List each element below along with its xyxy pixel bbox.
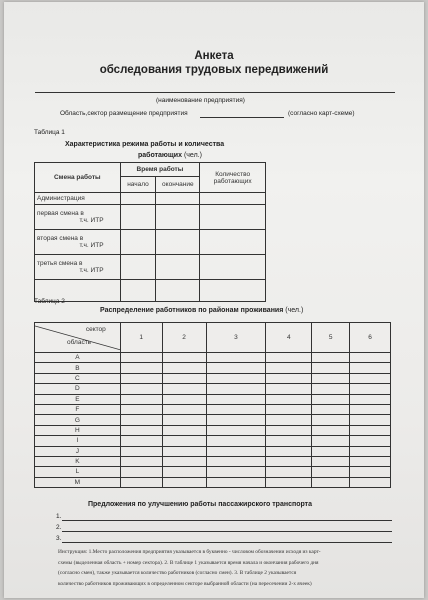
end-cell[interactable] (156, 205, 200, 230)
proposal-line-3[interactable] (62, 542, 392, 543)
count-cell[interactable] (162, 373, 206, 383)
count-cell[interactable] (206, 384, 266, 394)
instruction-line: Инструкция: 1.Место расположения предприятия указывается в буквенно - числовом обозначении исходя из карт- (58, 549, 321, 555)
count-cell[interactable] (200, 230, 266, 255)
count-cell[interactable] (120, 353, 162, 363)
count-cell[interactable] (206, 456, 266, 466)
table1-title-bold: работающих (138, 152, 182, 159)
col-count-header: Количество работающих (200, 163, 266, 193)
table2-row (35, 446, 391, 456)
region-row-label: F (35, 404, 121, 414)
count-cell[interactable] (266, 394, 312, 404)
proposals-title: Предложения по улучшению работы пассажирского транспорта (88, 501, 312, 508)
table1-work-schedule (34, 162, 266, 302)
count-cell[interactable] (206, 353, 266, 363)
count-cell[interactable] (162, 446, 206, 456)
table1-row (35, 205, 266, 230)
count-cell[interactable] (200, 193, 266, 205)
sector-header: 2 (162, 323, 206, 353)
count-cell[interactable] (162, 404, 206, 414)
region-row-label: C (35, 373, 121, 383)
region-row-label: B (35, 363, 121, 373)
count-cell[interactable] (350, 404, 391, 414)
col-end-header: окончание (156, 177, 200, 193)
start-cell[interactable] (120, 205, 156, 230)
count-cell[interactable] (312, 384, 350, 394)
table2-row (35, 353, 391, 363)
row-label: первая смена в т.ч. ИТР (35, 205, 121, 230)
count-cell[interactable] (206, 425, 266, 435)
region-input-line[interactable] (200, 117, 284, 118)
count-cell[interactable] (312, 446, 350, 456)
count-cell[interactable] (120, 436, 162, 446)
count-cell[interactable] (120, 394, 162, 404)
sector-header: 1 (120, 323, 162, 353)
count-cell[interactable] (350, 394, 391, 404)
enterprise-caption: (наименование предприятия) (156, 97, 245, 104)
table2-row (35, 456, 391, 466)
start-cell[interactable] (120, 255, 156, 280)
count-cell[interactable] (266, 404, 312, 414)
table2-title (100, 307, 303, 314)
count-cell[interactable] (350, 363, 391, 373)
region-row-label: I (35, 436, 121, 446)
start-cell[interactable] (120, 280, 156, 302)
count-cell[interactable] (266, 373, 312, 383)
region-row-label: J (35, 446, 121, 456)
count-cell[interactable] (312, 363, 350, 373)
col-time-header: Время работы (120, 163, 200, 177)
count-cell[interactable] (200, 255, 266, 280)
count-cell[interactable] (266, 415, 312, 425)
table1-title-line2 (138, 152, 202, 159)
table2-row (35, 477, 391, 487)
form-subtitle: обследования трудовых передвижений (99, 64, 329, 76)
count-cell[interactable] (350, 384, 391, 394)
count-cell[interactable] (266, 384, 312, 394)
count-cell[interactable] (162, 467, 206, 477)
count-cell[interactable] (120, 404, 162, 414)
corner-region-label: область (67, 339, 92, 346)
table2-title-note: (чел.) (283, 307, 304, 314)
count-cell[interactable] (350, 436, 391, 446)
region-row-label: K (35, 456, 121, 466)
table1-title-line1: Характеристика режима работы и количества (65, 141, 225, 148)
count-cell[interactable] (312, 353, 350, 363)
region-row-label: H (35, 425, 121, 435)
count-cell[interactable] (206, 394, 266, 404)
form-title: Анкета (194, 50, 234, 62)
table2-row (35, 404, 391, 414)
col-start-header: начало (120, 177, 156, 193)
count-cell[interactable] (266, 477, 312, 487)
count-cell[interactable] (312, 425, 350, 435)
count-cell[interactable] (162, 363, 206, 373)
count-cell[interactable] (206, 446, 266, 456)
table1-row (35, 230, 266, 255)
proposal-number: 1. (56, 513, 62, 520)
count-cell[interactable] (162, 425, 206, 435)
count-cell[interactable] (200, 205, 266, 230)
row-label: вторая смена в т.ч. ИТР (35, 230, 121, 255)
region-row-label: M (35, 477, 121, 487)
count-cell[interactable] (206, 363, 266, 373)
count-cell[interactable] (312, 404, 350, 414)
count-cell[interactable] (312, 436, 350, 446)
proposal-line-2[interactable] (62, 531, 392, 532)
region-row-label: A (35, 353, 121, 363)
count-cell[interactable] (312, 394, 350, 404)
count-cell[interactable] (350, 373, 391, 383)
count-cell[interactable] (120, 477, 162, 487)
count-cell[interactable] (162, 436, 206, 446)
count-cell[interactable] (206, 436, 266, 446)
count-cell[interactable] (266, 467, 312, 477)
table2-row (35, 415, 391, 425)
region-row-label: L (35, 467, 121, 477)
count-cell[interactable] (266, 425, 312, 435)
count-cell[interactable] (206, 415, 266, 425)
count-cell[interactable] (200, 280, 266, 302)
count-cell[interactable] (312, 373, 350, 383)
count-cell[interactable] (206, 467, 266, 477)
row-label: третья смена в т.ч. ИТР (35, 255, 121, 280)
table2-title-bold: Распределение работников по районам проживания (100, 307, 284, 314)
count-cell[interactable] (120, 384, 162, 394)
count-cell[interactable] (120, 425, 162, 435)
count-cell[interactable] (206, 477, 266, 487)
start-cell[interactable] (120, 230, 156, 255)
count-cell[interactable] (120, 363, 162, 373)
table1-title-note: (чел.) (182, 152, 202, 159)
instruction-line: (согласно смен), также указывается количество работников (согласно смен). 3. В таблице 2 указывается (58, 570, 297, 576)
count-cell[interactable] (266, 446, 312, 456)
count-cell[interactable] (312, 467, 350, 477)
proposal-number: 3. (56, 535, 62, 542)
table2-row (35, 373, 391, 383)
region-label: Область,сектор размещение предприятия (60, 110, 188, 117)
instruction-line: схемы (выделенная область + номер сектора). 2. В таблице 1 указывается время начала и окончания рабочего дня (58, 559, 319, 566)
table1-row (35, 255, 266, 280)
count-cell[interactable] (350, 467, 391, 477)
corner-header-cell (35, 323, 121, 353)
region-row-label: E (35, 394, 121, 404)
count-cell[interactable] (312, 477, 350, 487)
table2-row (35, 425, 391, 435)
count-cell[interactable] (350, 446, 391, 456)
table2-row (35, 394, 391, 404)
corner-sector-label: сектор (85, 326, 106, 333)
count-cell[interactable] (120, 467, 162, 477)
count-cell[interactable] (350, 477, 391, 487)
table1-row (35, 280, 266, 302)
instruction-line: количество работников проживающих в определенном секторе выбранной области (на пересечении 2-х ячеек) (58, 580, 312, 587)
count-cell[interactable] (312, 415, 350, 425)
count-cell[interactable] (266, 456, 312, 466)
count-cell[interactable] (350, 425, 391, 435)
instruction-text (58, 547, 366, 589)
start-cell[interactable] (120, 193, 156, 205)
col-shift-header: Смена работы (35, 163, 121, 193)
count-cell[interactable] (162, 353, 206, 363)
count-cell[interactable] (120, 456, 162, 466)
count-cell[interactable] (162, 456, 206, 466)
table2-row (35, 436, 391, 446)
count-cell[interactable] (162, 394, 206, 404)
table2-distribution (34, 322, 391, 488)
end-cell[interactable] (156, 255, 200, 280)
row-label: Администрация (35, 193, 121, 205)
sector-header: 6 (350, 323, 391, 353)
end-cell[interactable] (156, 280, 200, 302)
sector-header: 4 (266, 323, 312, 353)
count-cell[interactable] (266, 363, 312, 373)
diagonal-line (35, 323, 121, 353)
count-cell[interactable] (120, 373, 162, 383)
region-note: (согласно карт-схеме) (288, 110, 355, 117)
count-cell[interactable] (266, 436, 312, 446)
count-cell[interactable] (162, 415, 206, 425)
region-row-label: D (35, 384, 121, 394)
count-cell[interactable] (120, 415, 162, 425)
count-cell[interactable] (120, 446, 162, 456)
region-row-label: G (35, 415, 121, 425)
count-cell[interactable] (312, 456, 350, 466)
table2-row (35, 384, 391, 394)
end-cell[interactable] (156, 193, 200, 205)
count-cell[interactable] (162, 384, 206, 394)
proposal-number: 2. (56, 524, 62, 531)
count-cell[interactable] (206, 404, 266, 414)
count-cell[interactable] (350, 456, 391, 466)
count-cell[interactable] (266, 353, 312, 363)
sector-header: 5 (312, 323, 350, 353)
count-cell[interactable] (350, 415, 391, 425)
table1-row (35, 193, 266, 205)
count-cell[interactable] (162, 477, 206, 487)
enterprise-name-line[interactable] (35, 92, 395, 93)
proposal-line-1[interactable] (62, 520, 392, 521)
count-cell[interactable] (206, 373, 266, 383)
table2-label: Таблица 2 (34, 298, 65, 305)
end-cell[interactable] (156, 230, 200, 255)
count-cell[interactable] (350, 353, 391, 363)
sector-header: 3 (206, 323, 266, 353)
table1-label: Таблица 1 (34, 129, 65, 136)
table2-row (35, 363, 391, 373)
table2-row (35, 467, 391, 477)
